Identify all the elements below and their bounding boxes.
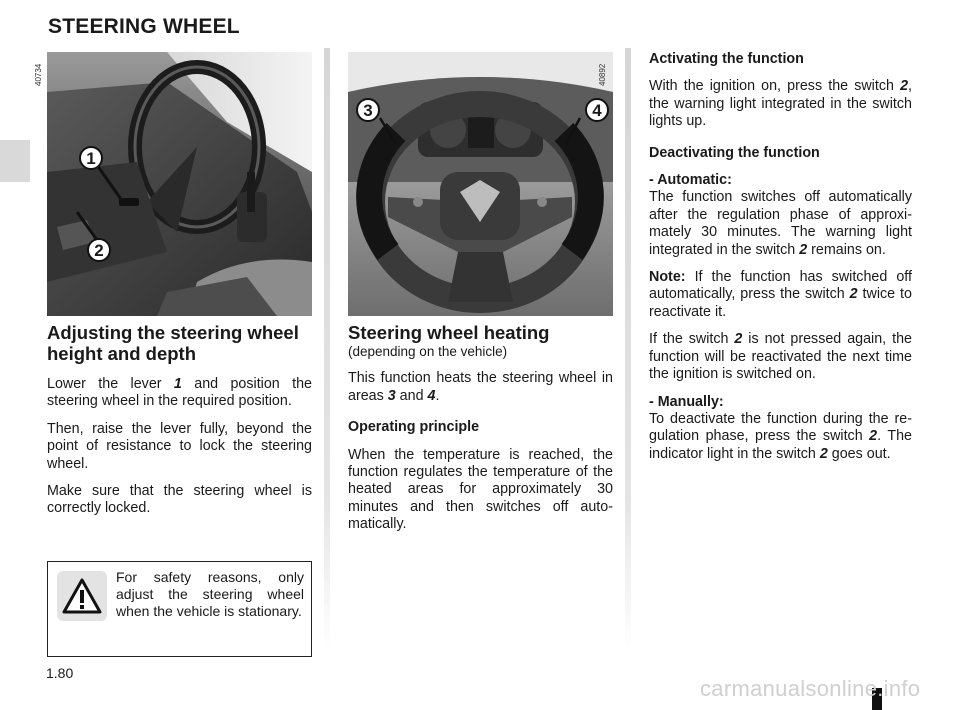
operating-principle-text: When the temperature is reached, the function regulates the temperature of the heated areas for approximately 30 minutes and then switches off automatically. <box>348 446 613 533</box>
operating-principle-heading: Operating principle <box>348 419 480 436</box>
heating-intro: This function heats the steering wheel in areas 3 and 4. <box>348 370 613 404</box>
middle-text-column <box>348 322 613 544</box>
adjusting-heading: Adjusting the steering wheel height and depth <box>47 322 299 364</box>
note-text: Note: If the function has switched off automatically, press the switch 2 twice to reactivate it. <box>649 269 912 320</box>
left-text-column <box>47 322 312 528</box>
deactivating-heading: Deactivating the function <box>649 144 820 161</box>
note-label: Note: <box>649 269 686 286</box>
ref-2: 2 <box>799 241 808 258</box>
warning-triangle-icon <box>57 571 107 621</box>
ref-2: 2 <box>849 286 858 303</box>
ref-4: 4 <box>427 387 436 404</box>
callout-1: 1 <box>79 146 103 170</box>
column-divider-left <box>324 48 330 648</box>
callout-4: 4 <box>585 98 609 122</box>
page-number: 1.80 <box>46 665 74 681</box>
automatic-text: The function switches off automatically after the regulation phase of approximately 30 minutes. The warning light integrated in the switch 2 remains on. <box>649 189 912 258</box>
activating-text: With the ignition on, press the switch 2, the warning light integrated in the switch lights up. <box>649 78 912 130</box>
activating-heading: Activating the function <box>649 51 804 67</box>
figure-code-right: 40892 <box>598 63 607 86</box>
heating-subtitle: (depending on the vehicle) <box>348 344 508 359</box>
safety-warning-box <box>47 561 312 657</box>
adjust-paragraph-3: Make sure that the steering wheel is correctly locked. <box>47 483 312 517</box>
page-title: STEERING WHEEL <box>48 15 240 38</box>
adjust-paragraph-2: Then, raise the lever fully, beyond the point of resistance to lock the steering wheel. <box>47 420 312 472</box>
right-text-column <box>649 51 912 473</box>
steering-lever-photo <box>47 52 312 316</box>
heating-heading: Steering wheel heating <box>348 322 550 343</box>
callout-2: 2 <box>87 238 111 262</box>
ref-1: 1 <box>173 376 182 392</box>
adjust-paragraph-1: Lower the lever 1 and position the steering wheel in the required position. <box>47 376 312 410</box>
automatic-label: - Automatic: <box>649 172 732 189</box>
ref-2: 2 <box>734 331 743 348</box>
manually-label: - Manually: <box>649 393 724 410</box>
ref-2: 2 <box>900 78 909 95</box>
manually-text: To deactivate the function during the regulation phase, press the switch 2. The indicator light in the switch 2 goes out. <box>649 410 912 462</box>
steering-wheel-illustration <box>348 52 613 316</box>
ref-2: 2 <box>819 445 828 462</box>
not-pressed-text: If the switch 2 is not pressed again, the function will be reactivated the next time the ignition is switched on. <box>649 331 912 383</box>
warning-text: For safety reasons, only adjust the steering wheel when the vehicle is stationary. <box>116 569 304 619</box>
ref-2: 2 <box>869 428 878 445</box>
callout-3: 3 <box>356 98 380 122</box>
steering-wheel-photo <box>348 52 613 316</box>
ref-3: 3 <box>387 387 396 404</box>
figure-code-left: 40734 <box>34 63 43 86</box>
steering-lever-illustration <box>47 52 312 316</box>
column-divider-right <box>625 48 631 648</box>
chapter-tab <box>0 140 30 182</box>
watermark: carmanualsonline.info <box>700 676 921 701</box>
